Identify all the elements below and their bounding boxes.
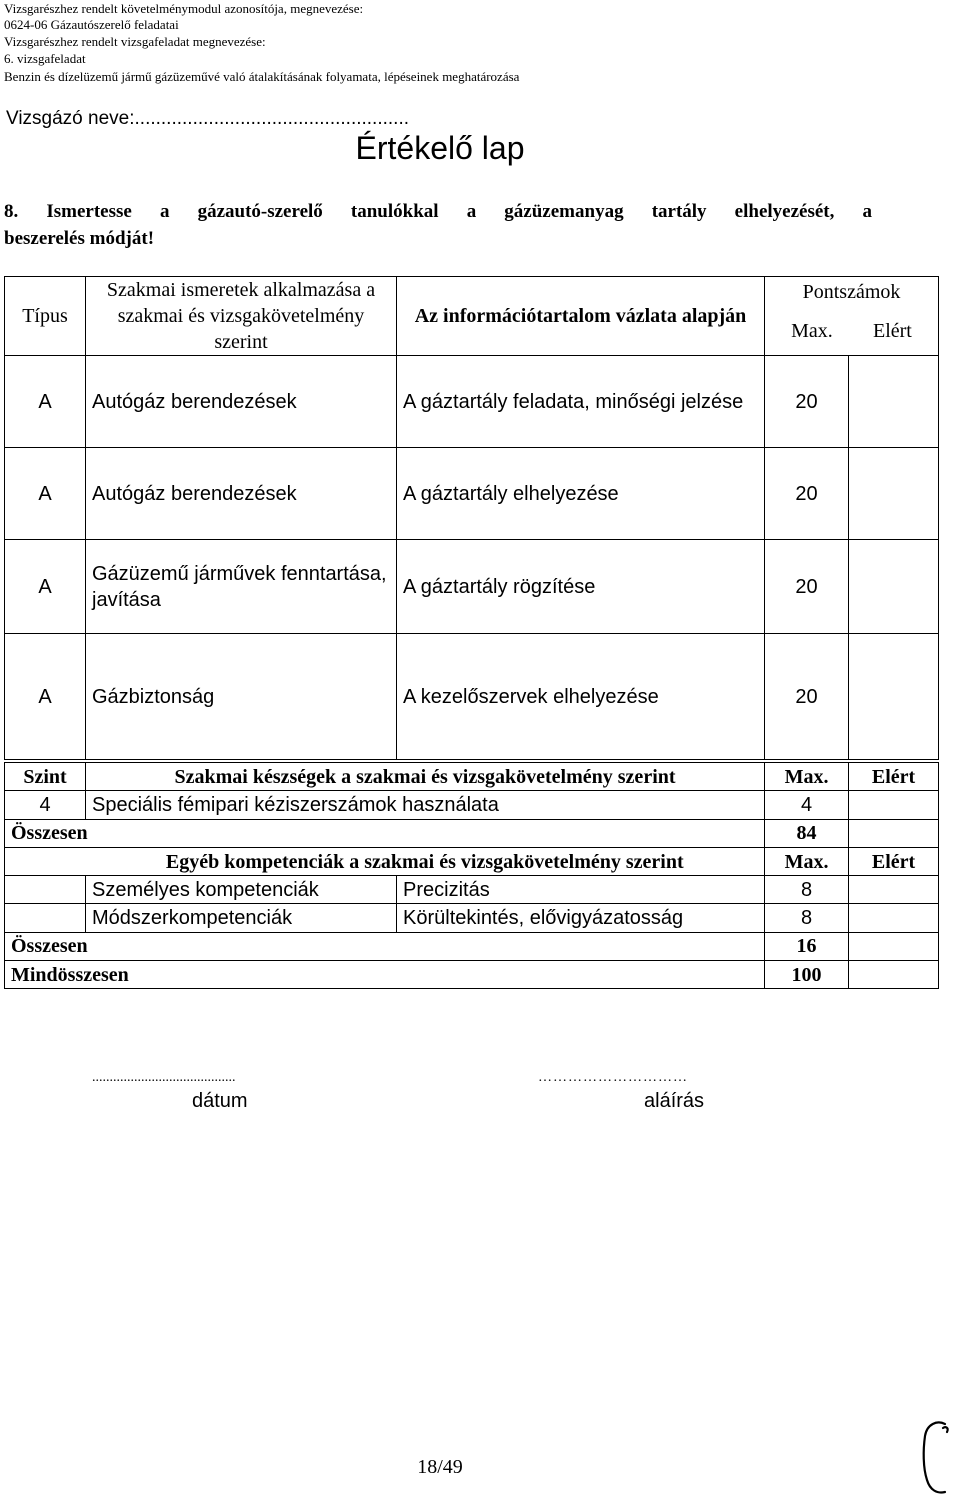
row-knowledge: Autógáz berendezések <box>86 356 397 448</box>
competency-row <box>5 876 939 904</box>
grand-total-value: 100 <box>765 961 849 989</box>
header-task-label: Vizsgarészhez rendelt vizsgafeladat megnevezése: <box>4 34 266 49</box>
row-outline: A kezelőszervek elhelyezése <box>397 634 765 760</box>
header-task-number: 6. vizsgafeladat <box>4 51 86 66</box>
skill-row <box>5 791 939 819</box>
subtotal-row <box>5 932 939 960</box>
date-label: dátum <box>192 1090 248 1112</box>
evaluation-table <box>4 276 939 760</box>
skill-max: 4 <box>765 791 849 819</box>
row-type: A <box>5 634 86 760</box>
competency-row <box>5 904 939 932</box>
competency-item: Precizitás <box>397 876 765 904</box>
row-outline: A gáztartály elhelyezése <box>397 448 765 540</box>
col-header-outline: Az információtartalom vázlata alapján <box>397 277 765 356</box>
competency-max: 8 <box>765 904 849 932</box>
col-header-knowledge: Szakmai ismeretek alkalmazása a szakmai és vizsgakövetelmény szerint <box>86 277 397 356</box>
competency-max: 8 <box>765 876 849 904</box>
skills-table <box>4 762 939 989</box>
subtotal-value: 84 <box>765 819 849 847</box>
row-type: A <box>5 540 86 634</box>
competency-name: Módszerkompetenciák <box>86 904 397 932</box>
row-knowledge: Autógáz berendezések <box>86 448 397 540</box>
row-max: 20 <box>765 356 849 448</box>
other-competencies-header-row <box>5 847 939 875</box>
col-header-max: Max. <box>791 320 833 342</box>
table-row <box>5 356 939 448</box>
skills-achieved-header: Elért <box>849 763 939 791</box>
candidate-name-field: Vizsgázó neve:.................................................... <box>6 108 410 129</box>
skills-max-header: Max. <box>765 763 849 791</box>
skills-header-row <box>5 763 939 791</box>
question-line-2: beszerelés módját! <box>4 228 155 249</box>
empty-cell <box>5 847 86 875</box>
subtotal-label: Összesen <box>5 932 765 960</box>
table-row <box>5 540 939 634</box>
subtotal-achieved[interactable] <box>849 932 939 960</box>
row-type: A <box>5 448 86 540</box>
row-achieved[interactable] <box>849 634 939 760</box>
table-row <box>5 634 939 760</box>
subtotal-row <box>5 819 939 847</box>
row-achieved[interactable] <box>849 540 939 634</box>
row-type: A <box>5 356 86 448</box>
competency-item: Körültekintés, elővigyázatosság <box>397 904 765 932</box>
row-outline: A gáztartály rögzítése <box>397 540 765 634</box>
header-module-value: 0624-06 Gázautószerelő feladatai <box>4 17 179 32</box>
row-knowledge: Gázüzemű járművek fenntartása, javítása <box>86 540 397 634</box>
signature-label: aláírás <box>644 1090 705 1112</box>
signature-line: ………………………… <box>538 1070 688 1085</box>
competency-achieved[interactable] <box>849 904 939 932</box>
skill-name: Speciális fémipari kéziszerszámok használata <box>86 791 765 819</box>
page-number: 18/49 <box>417 1456 463 1478</box>
col-header-achieved: Elért <box>873 320 912 342</box>
empty-cell <box>5 904 86 932</box>
grand-total-label: Mindösszesen <box>5 961 765 989</box>
question-text <box>4 198 872 252</box>
col-header-points: Pontszámok <box>765 277 939 308</box>
skills-name-header: Szakmai készségek a szakmai és vizsgakövetelmény szerint <box>86 763 765 791</box>
page-title: Értékelő lap <box>355 130 525 166</box>
row-achieved[interactable] <box>849 448 939 540</box>
row-max: 20 <box>765 634 849 760</box>
skills-level-header: Szint <box>5 763 86 791</box>
grand-total-achieved[interactable] <box>849 961 939 989</box>
grand-total-row <box>5 961 939 989</box>
subtotal-achieved[interactable] <box>849 819 939 847</box>
row-achieved[interactable] <box>849 356 939 448</box>
table-row <box>5 448 939 540</box>
header-module-label: Vizsgarészhez rendelt követelménymodul azonosítója, megnevezése: <box>4 1 364 16</box>
date-line: ......................................... <box>92 1070 236 1085</box>
competency-achieved[interactable] <box>849 876 939 904</box>
other-max-header: Max. <box>765 847 849 875</box>
col-header-type: Típus <box>5 277 86 356</box>
row-max: 20 <box>765 540 849 634</box>
header-task-title: Benzin és dízelüzemű jármű gázüzeművé való átalakításának folyamata, lépéseinek meghatározása <box>4 69 520 84</box>
row-knowledge: Gázbiztonság <box>86 634 397 760</box>
competency-name: Személyes kompetenciák <box>86 876 397 904</box>
subtotal-label: Összesen <box>5 819 765 847</box>
question-line-1: 8. Ismertesse a gázautó-szerelő tanulókkal a gázüzemanyag tartály elhelyezését, a <box>4 201 872 222</box>
other-achieved-header: Elért <box>849 847 939 875</box>
handwritten-initial-mark <box>915 1418 955 1498</box>
other-competencies-header: Egyéb kompetenciák a szakmai és vizsgakövetelmény szerint <box>86 847 765 875</box>
subtotal-value: 16 <box>765 932 849 960</box>
empty-cell <box>5 876 86 904</box>
skill-level: 4 <box>5 791 86 819</box>
row-outline: A gáztartály feladata, minőségi jelzése <box>397 356 765 448</box>
table-header-row <box>5 277 939 308</box>
skill-achieved[interactable] <box>849 791 939 819</box>
points-subheader <box>765 307 939 356</box>
row-max: 20 <box>765 448 849 540</box>
